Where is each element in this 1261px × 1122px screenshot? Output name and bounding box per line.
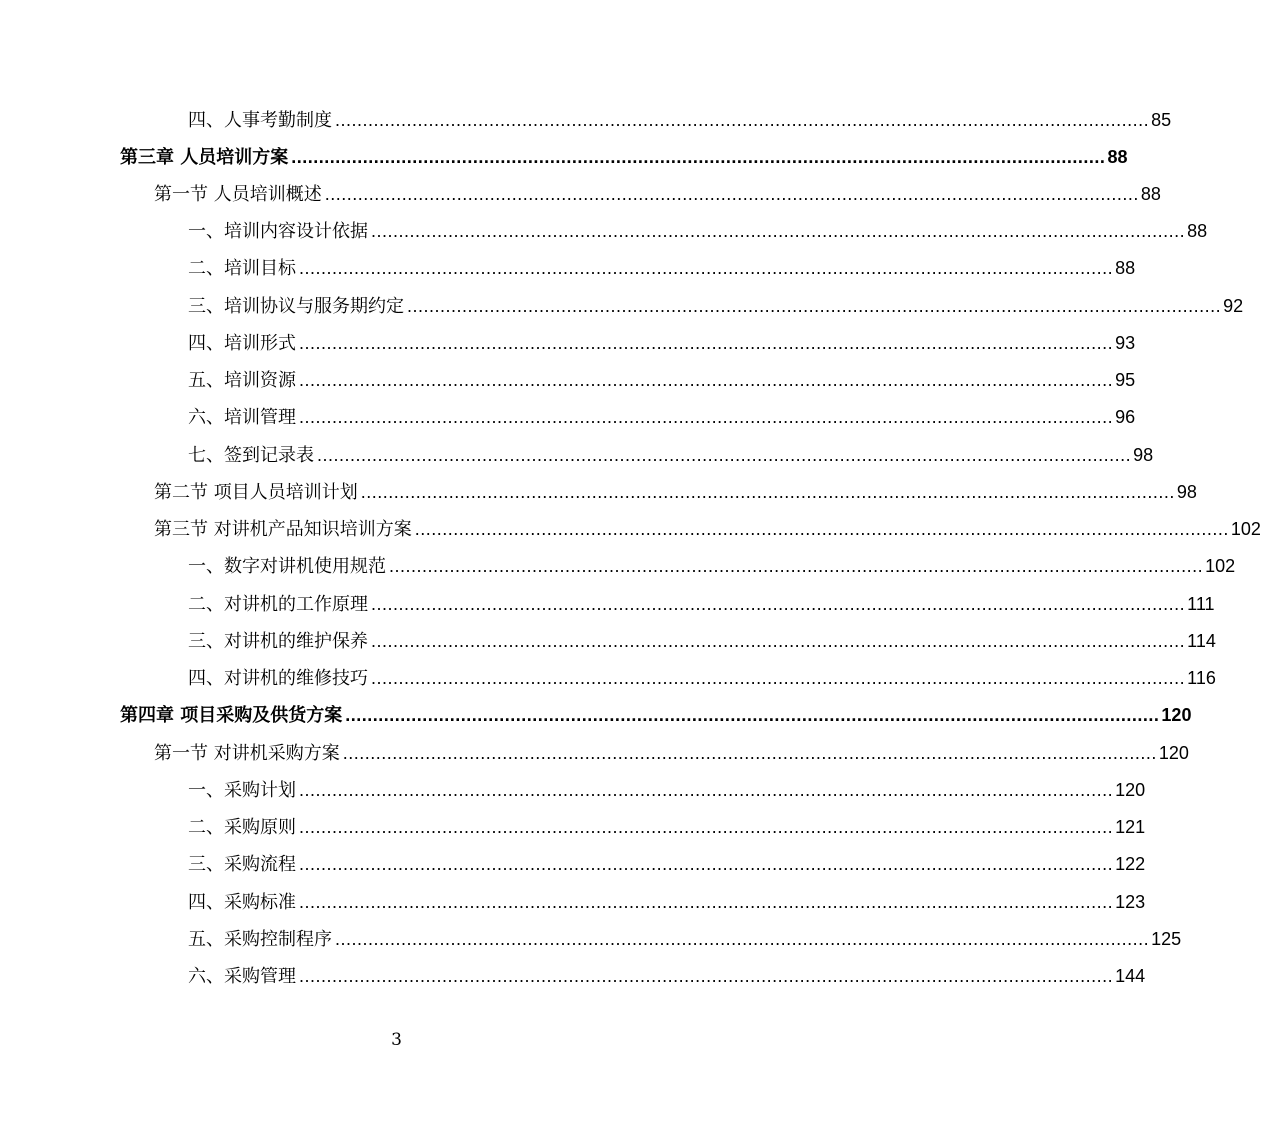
dot-leader: .................................................................................................................................................... [371,221,1186,241]
toc-entry[interactable] [188,289,1244,323]
dot-leader: .................................................................................................................................................... [317,445,1132,465]
dot-leader: .................................................................................................................................................... [299,407,1114,427]
toc-entry[interactable] [188,810,1146,844]
dot-leader: .................................................................................................................................................... [345,705,1160,725]
toc-entry-label: 四、对讲机的维修技巧 [188,668,368,689]
toc-entry[interactable] [188,438,1154,472]
toc-entry-page: 88 [1140,184,1161,204]
toc-entry[interactable] [188,549,1236,583]
toc-entry-label: 二、采购原则 [188,817,296,838]
toc-entry-label: 六、培训管理 [188,407,296,428]
toc-entry-label: 二、对讲机的工作原理 [188,594,368,615]
toc-entry-page: 123 [1115,892,1146,912]
dot-leader: .................................................................................................................................................... [299,892,1114,912]
toc-entry-label: 六、采购管理 [188,966,296,987]
toc-entry[interactable] [188,661,1216,695]
toc-entry-page: 88 [1107,147,1128,167]
dot-leader: .................................................................................................................................................... [389,556,1204,576]
toc-entry[interactable] [188,587,1215,621]
toc-entry[interactable] [188,773,1146,807]
toc-entry-label: 第一节 对讲机采购方案 [154,743,340,764]
toc-entry-label: 七、签到记录表 [188,445,314,466]
toc-entry-label: 五、培训资源 [188,370,296,391]
toc-entry[interactable] [188,885,1146,919]
toc-entry-page: 114 [1187,631,1216,651]
toc-entry-label: 二、培训目标 [188,258,296,279]
dot-leader: .................................................................................................................................................... [299,258,1114,278]
toc-entry[interactable] [154,512,1261,546]
toc-entry-page: 121 [1115,817,1146,837]
toc-entry-page: 120 [1161,705,1192,725]
page-number: 3 [391,1030,402,1050]
toc-entry[interactable] [188,400,1136,434]
dot-leader: .................................................................................................................................................... [360,482,1175,502]
dot-leader: .................................................................................................................................................... [371,631,1186,651]
dot-leader: .................................................................................................................................................... [335,110,1150,130]
dot-leader: .................................................................................................................................................... [414,519,1229,539]
toc-entry-page: 93 [1115,333,1136,353]
toc-entry-label: 第三节 对讲机产品知识培训方案 [154,519,412,540]
toc-entry-label: 四、采购标准 [188,892,296,913]
toc-entry-page: 111 [1187,594,1215,614]
toc-entry[interactable] [188,214,1208,248]
toc-entry-page: 120 [1158,743,1189,763]
toc-entry[interactable] [188,922,1182,956]
toc-entry-page: 125 [1151,929,1182,949]
dot-leader: .................................................................................................................................................... [299,966,1114,986]
toc-entry-label: 一、采购计划 [188,780,296,801]
toc-entry[interactable] [188,103,1172,137]
toc-entry-label: 三、对讲机的维护保养 [188,631,368,652]
toc-entry[interactable] [154,475,1197,509]
toc-entry-label: 三、培训协议与服务期约定 [188,296,404,317]
toc-entry-page: 95 [1115,370,1136,390]
toc-entry-page: 88 [1187,221,1208,241]
toc-entry[interactable] [154,736,1189,770]
dot-leader: .................................................................................................................................................... [299,333,1114,353]
toc-entry-page: 98 [1133,445,1154,465]
toc-entry-page: 85 [1151,110,1172,130]
toc-entry[interactable] [188,363,1136,397]
toc-entry[interactable] [154,177,1161,211]
toc-entry-label: 五、采购控制程序 [188,929,332,950]
toc-entry[interactable] [188,251,1136,285]
toc-entry-page: 92 [1223,296,1244,316]
toc-entry-page: 102 [1205,556,1236,576]
toc-entry-page: 88 [1115,258,1136,278]
dot-leader: .................................................................................................................................................... [299,780,1114,800]
dot-leader: .................................................................................................................................................... [291,147,1106,167]
toc-entry-page: 102 [1230,519,1261,539]
toc-entry-page: 144 [1115,966,1146,986]
toc-entry-label: 四、培训形式 [188,333,296,354]
toc-entry-label: 第三章 人员培训方案 [120,147,289,168]
toc-entry[interactable] [188,959,1146,993]
dot-leader: .................................................................................................................................................... [299,370,1114,390]
toc-entry[interactable] [120,140,1128,174]
toc-entry[interactable] [188,847,1146,881]
toc-entry-page: 122 [1115,854,1146,874]
toc-entry[interactable] [188,326,1136,360]
dot-leader: .................................................................................................................................................... [299,817,1114,837]
toc-entry-label: 第二节 项目人员培训计划 [154,482,358,503]
toc-entry-label: 第一节 人员培训概述 [154,184,322,205]
dot-leader: .................................................................................................................................................... [371,594,1186,614]
dot-leader: .................................................................................................................................................... [324,184,1139,204]
toc-entry-label: 四、人事考勤制度 [188,110,332,131]
toc-entry[interactable] [120,698,1192,732]
toc-entry-label: 一、培训内容设计依据 [188,221,368,242]
toc-entry-page: 116 [1187,668,1216,688]
dot-leader: .................................................................................................................................................... [335,929,1150,949]
toc-entry-label: 第四章 项目采购及供货方案 [120,705,343,726]
toc-entry-label: 一、数字对讲机使用规范 [188,556,386,577]
toc-entry-page: 96 [1115,407,1136,427]
toc-entry-label: 三、采购流程 [188,854,296,875]
dot-leader: .................................................................................................................................................... [342,743,1157,763]
dot-leader: .................................................................................................................................................... [299,854,1114,874]
toc-entry-page: 98 [1176,482,1197,502]
dot-leader: .................................................................................................................................................... [371,668,1186,688]
toc-entry-page: 120 [1115,780,1146,800]
toc-entry[interactable] [188,624,1216,658]
dot-leader: .................................................................................................................................................... [407,296,1222,316]
